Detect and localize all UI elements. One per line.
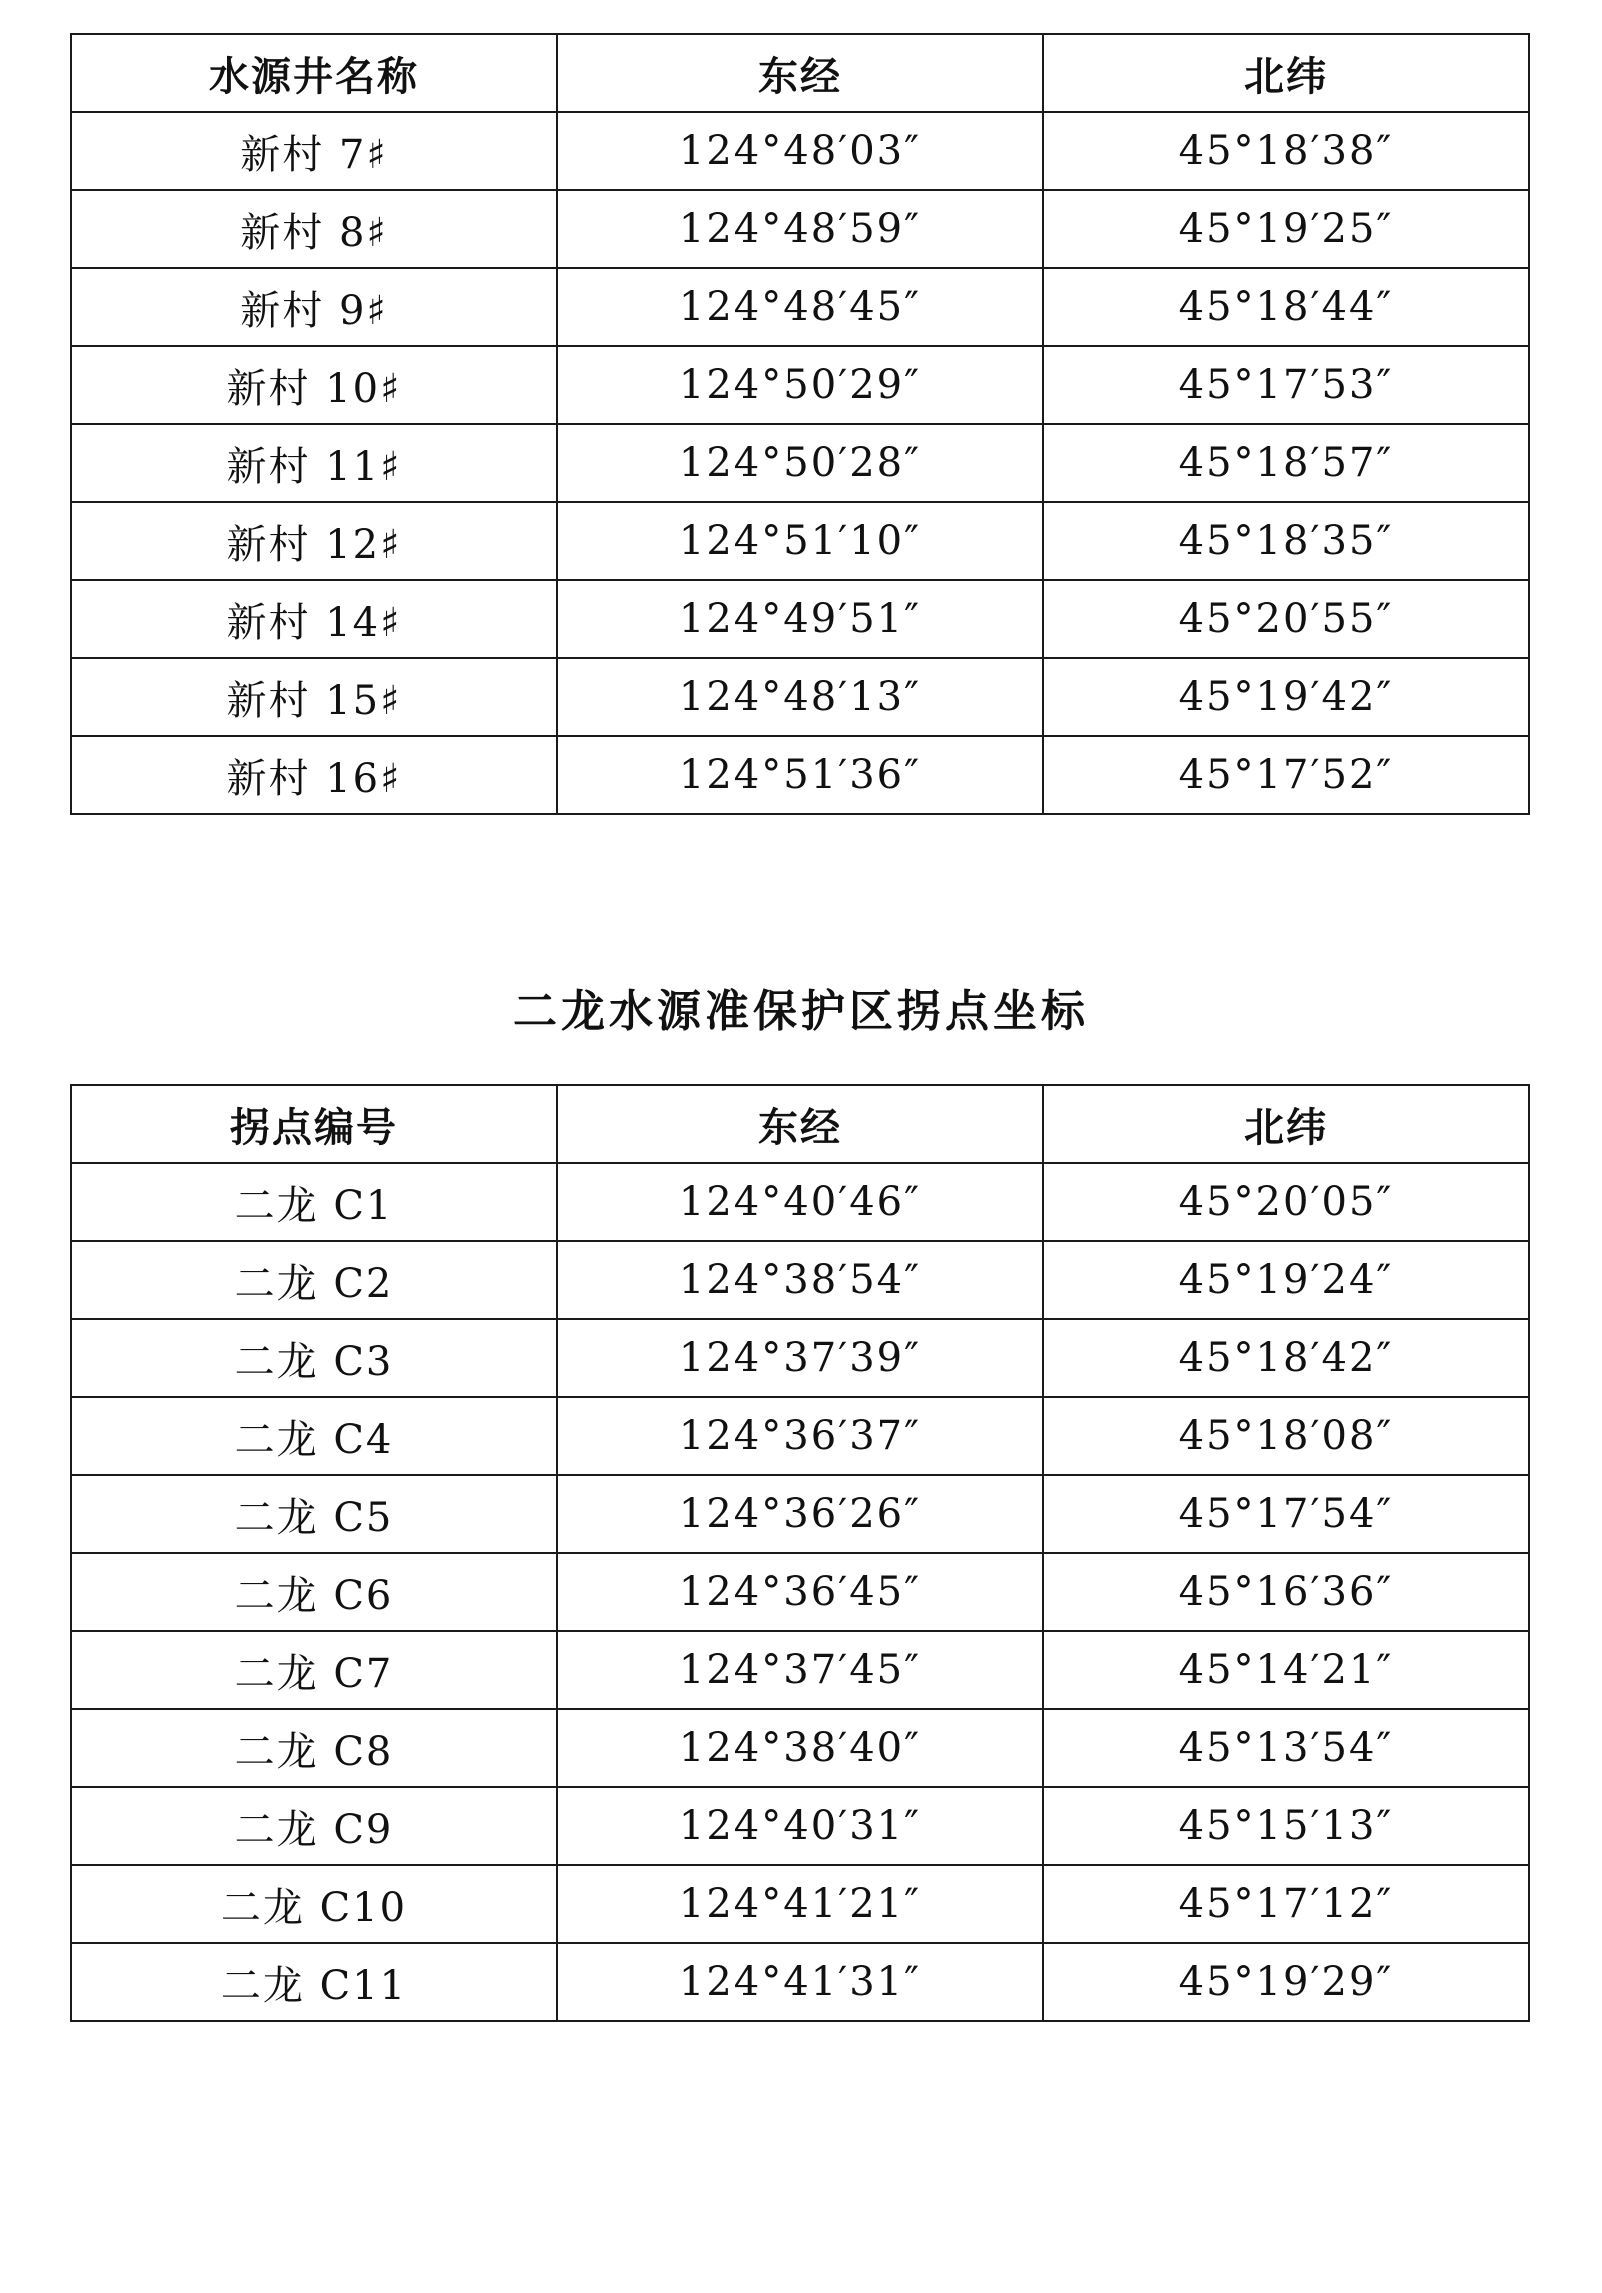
point-id-cell: 二龙 C9 [71, 1787, 557, 1865]
latitude-cell: 45°18′42″ [1043, 1319, 1529, 1397]
point-id-cell: 二龙 C1 [71, 1163, 557, 1241]
table-row [71, 268, 1529, 346]
table-row [71, 1319, 1529, 1397]
point-id-cell: 二龙 C10 [71, 1865, 557, 1943]
well-name-cell: 新村 10♯ [71, 346, 557, 424]
table-row [71, 424, 1529, 502]
column-header-well-name: 水源井名称 [71, 34, 557, 112]
longitude-cell: 124°50′28″ [557, 424, 1043, 502]
latitude-cell: 45°15′13″ [1043, 1787, 1529, 1865]
column-header-latitude: 北纬 [1043, 34, 1529, 112]
column-header-longitude: 东经 [557, 1085, 1043, 1163]
latitude-cell: 45°18′35″ [1043, 502, 1529, 580]
latitude-cell: 45°17′12″ [1043, 1865, 1529, 1943]
latitude-cell: 45°19′29″ [1043, 1943, 1529, 2021]
table-row [71, 1553, 1529, 1631]
longitude-cell: 124°50′29″ [557, 346, 1043, 424]
point-id-cell: 二龙 C2 [71, 1241, 557, 1319]
table-row [71, 112, 1529, 190]
table-row [71, 1631, 1529, 1709]
longitude-cell: 124°38′54″ [557, 1241, 1043, 1319]
point-id-cell: 二龙 C7 [71, 1631, 557, 1709]
longitude-cell: 124°48′45″ [557, 268, 1043, 346]
longitude-cell: 124°48′03″ [557, 112, 1043, 190]
longitude-cell: 124°41′31″ [557, 1943, 1043, 2021]
longitude-cell: 124°51′36″ [557, 736, 1043, 814]
longitude-cell: 124°48′13″ [557, 658, 1043, 736]
latitude-cell: 45°20′05″ [1043, 1163, 1529, 1241]
point-id-cell: 二龙 C6 [71, 1553, 557, 1631]
longitude-cell: 124°40′31″ [557, 1787, 1043, 1865]
well-coordinates-table [70, 33, 1530, 815]
latitude-cell: 45°14′21″ [1043, 1631, 1529, 1709]
longitude-cell: 124°40′46″ [557, 1163, 1043, 1241]
well-name-cell: 新村 12♯ [71, 502, 557, 580]
point-id-cell: 二龙 C3 [71, 1319, 557, 1397]
longitude-cell: 124°48′59″ [557, 190, 1043, 268]
column-header-longitude: 东经 [557, 34, 1043, 112]
table-row [71, 346, 1529, 424]
longitude-cell: 124°37′39″ [557, 1319, 1043, 1397]
table-row [71, 1709, 1529, 1787]
table-row [71, 1163, 1529, 1241]
latitude-cell: 45°19′25″ [1043, 190, 1529, 268]
point-id-cell: 二龙 C5 [71, 1475, 557, 1553]
well-name-cell: 新村 8♯ [71, 190, 557, 268]
well-name-cell: 新村 14♯ [71, 580, 557, 658]
table-row [71, 1943, 1529, 2021]
table-row [71, 502, 1529, 580]
longitude-cell: 124°38′40″ [557, 1709, 1043, 1787]
well-name-cell: 新村 11♯ [71, 424, 557, 502]
table-row [71, 736, 1529, 814]
column-header-point-id: 拐点编号 [71, 1085, 557, 1163]
latitude-cell: 45°20′55″ [1043, 580, 1529, 658]
table-row [71, 580, 1529, 658]
table-row [71, 1865, 1529, 1943]
section-title: 二龙水源准保护区拐点坐标 [513, 986, 1089, 1037]
turning-point-coordinates-table [70, 1084, 1530, 2022]
latitude-cell: 45°17′52″ [1043, 736, 1529, 814]
latitude-cell: 45°19′24″ [1043, 1241, 1529, 1319]
longitude-cell: 124°36′37″ [557, 1397, 1043, 1475]
longitude-cell: 124°41′21″ [557, 1865, 1043, 1943]
table-row [71, 1241, 1529, 1319]
well-name-cell: 新村 7♯ [71, 112, 557, 190]
table-header-row [71, 34, 1529, 112]
latitude-cell: 45°18′44″ [1043, 268, 1529, 346]
table-row [71, 658, 1529, 736]
latitude-cell: 45°18′08″ [1043, 1397, 1529, 1475]
latitude-cell: 45°17′54″ [1043, 1475, 1529, 1553]
table-row [71, 1475, 1529, 1553]
point-id-cell: 二龙 C11 [71, 1943, 557, 2021]
latitude-cell: 45°18′57″ [1043, 424, 1529, 502]
well-name-cell: 新村 16♯ [71, 736, 557, 814]
column-header-latitude: 北纬 [1043, 1085, 1529, 1163]
table-row [71, 190, 1529, 268]
table-row [71, 1397, 1529, 1475]
longitude-cell: 124°36′45″ [557, 1553, 1043, 1631]
latitude-cell: 45°16′36″ [1043, 1553, 1529, 1631]
latitude-cell: 45°17′53″ [1043, 346, 1529, 424]
longitude-cell: 124°49′51″ [557, 580, 1043, 658]
table-row [71, 1787, 1529, 1865]
latitude-cell: 45°13′54″ [1043, 1709, 1529, 1787]
point-id-cell: 二龙 C4 [71, 1397, 557, 1475]
longitude-cell: 124°37′45″ [557, 1631, 1043, 1709]
well-name-cell: 新村 15♯ [71, 658, 557, 736]
table-header-row [71, 1085, 1529, 1163]
latitude-cell: 45°19′42″ [1043, 658, 1529, 736]
latitude-cell: 45°18′38″ [1043, 112, 1529, 190]
longitude-cell: 124°36′26″ [557, 1475, 1043, 1553]
point-id-cell: 二龙 C8 [71, 1709, 557, 1787]
well-name-cell: 新村 9♯ [71, 268, 557, 346]
longitude-cell: 124°51′10″ [557, 502, 1043, 580]
